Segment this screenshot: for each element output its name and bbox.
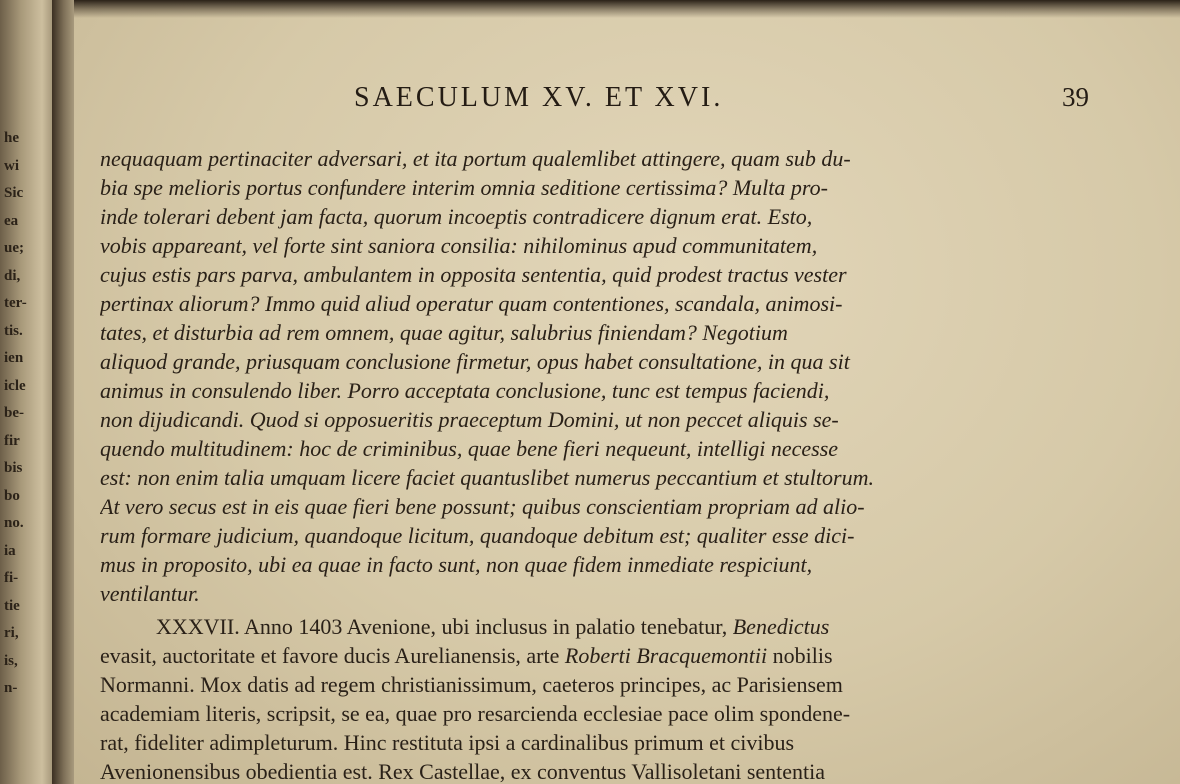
text-line: ventilantur. [100,581,200,606]
text-line: rum formare judicium, quandoque licitum, quandoque debitum est; qualiter esse dici- [100,523,855,548]
book-page [74,0,1180,784]
left-fragment: be- [4,405,24,421]
text-line: aliquod grande, priusquam conclusione firmetur, opus habet consultatione, in qua sit [100,349,850,374]
paragraph-line [100,728,1134,757]
paragraph-line [100,699,1134,728]
text-run: Avenionensibus obedientia est. Rex Castellae, ex conventus Vallisoletani sententia [100,759,826,784]
left-fragment: fi- [4,570,19,586]
text-line: vobis appareant, vel forte sint saniora consilia: nihilominus apud communitatem, [100,233,818,258]
text-run: evasit, auctoritate et favore ducis Aurelianensis, arte [100,643,565,668]
text-line: animus in consulendo liber. Porro acceptata conclusione, tunc est tempus faciendi, [100,378,830,403]
italic-name: Roberti Bracquemontii [564,643,768,668]
italic-name: Benedictus [732,614,830,639]
left-fragment: no. [4,515,24,531]
left-page-edge [0,0,60,784]
left-fragment: is, [4,652,18,669]
left-fragment: ri, [4,625,19,641]
left-fragment: di, [4,267,21,284]
left-fragment: fir [4,432,20,449]
running-head: SAECULUM XV. ET XVI. [354,82,724,113]
text-line: pertinax aliorum? Immo quid aliud operatur quam contentiones, scandala, animosi- [100,291,843,316]
left-fragment: ien [4,350,24,366]
left-fragment: Sic [4,185,24,201]
paragraph-line [100,612,1134,641]
left-fragment: bis [4,460,23,476]
left-fragment: icle [4,377,26,394]
left-fragment: ea [4,212,19,229]
text-run: academiam literis, scripsit, se ea, quae pro resarcienda ecclesiae pace olim spondene- [100,701,851,726]
text-line: At vero secus est in eis quae fieri bene possunt; quibus conscientiam propriam ad alio- [100,494,865,519]
text-run: Normanni. Mox datis ad regem christianissimum, caeteros principes, ac Parisiensem [100,672,843,697]
left-fragment: ue; [4,240,24,256]
text-run: rat, fideliter adimpleturum. Hinc restituta ipsi a cardinalibus primum et civibus [100,730,795,755]
left-fragment: tie [4,597,20,614]
left-fragment: wi [4,157,19,174]
text-line: tates, et disturbia ad rem omnem, quae agitur, salubrius finiendam? Negotium [100,320,788,345]
text-line: est: non enim talia umquam licere faciet quantuslibet numerus peccantium et stultorum. [100,465,874,490]
left-fragment: n- [4,680,18,696]
left-page-text-fragments [4,130,34,708]
text-line: inde tolerari debent jam facta, quorum incoeptis contradicere dignum erat. Esto, [100,204,813,229]
text-run: nobilis [767,643,833,668]
left-fragment: bo [4,487,20,504]
text-line: bia spe melioris portus confundere interim omnia seditione certissima? Multa pro- [100,175,828,200]
left-fragment: tis. [4,322,23,339]
text-line: non dijudicandi. Quod si opposueritis praeceptum Domini, ut non peccet aliquis se- [100,407,839,432]
text-line: mus in proposito, ubi ea quae in facto sunt, non quae fidem inmediate respiciunt, [100,552,813,577]
paragraph-line [100,757,1134,784]
text-line: cujus estis pars parva, ambulantem in opposita sententia, quid prodest tractus vester [100,262,847,287]
text-line: nequaquam pertinaciter adversari, et ita portum qualemlibet attingere, quam sub du- [100,146,851,171]
left-fragment: ter- [4,295,27,311]
text-run: XXXVII. Anno 1403 Avenione, ubi inclusus in palatio tenebatur, [156,614,733,639]
text-line: quendo multitudinem: hoc de criminibus, quae bene fieri nequeunt, intelligi necesse [100,436,839,461]
page-top-shadow [74,0,1180,18]
left-fragment: he [4,130,19,146]
page-number: 39 [1062,82,1089,112]
left-fragment: ia [4,542,16,559]
paragraph-line [100,641,1134,670]
paragraph-line [100,670,1134,699]
